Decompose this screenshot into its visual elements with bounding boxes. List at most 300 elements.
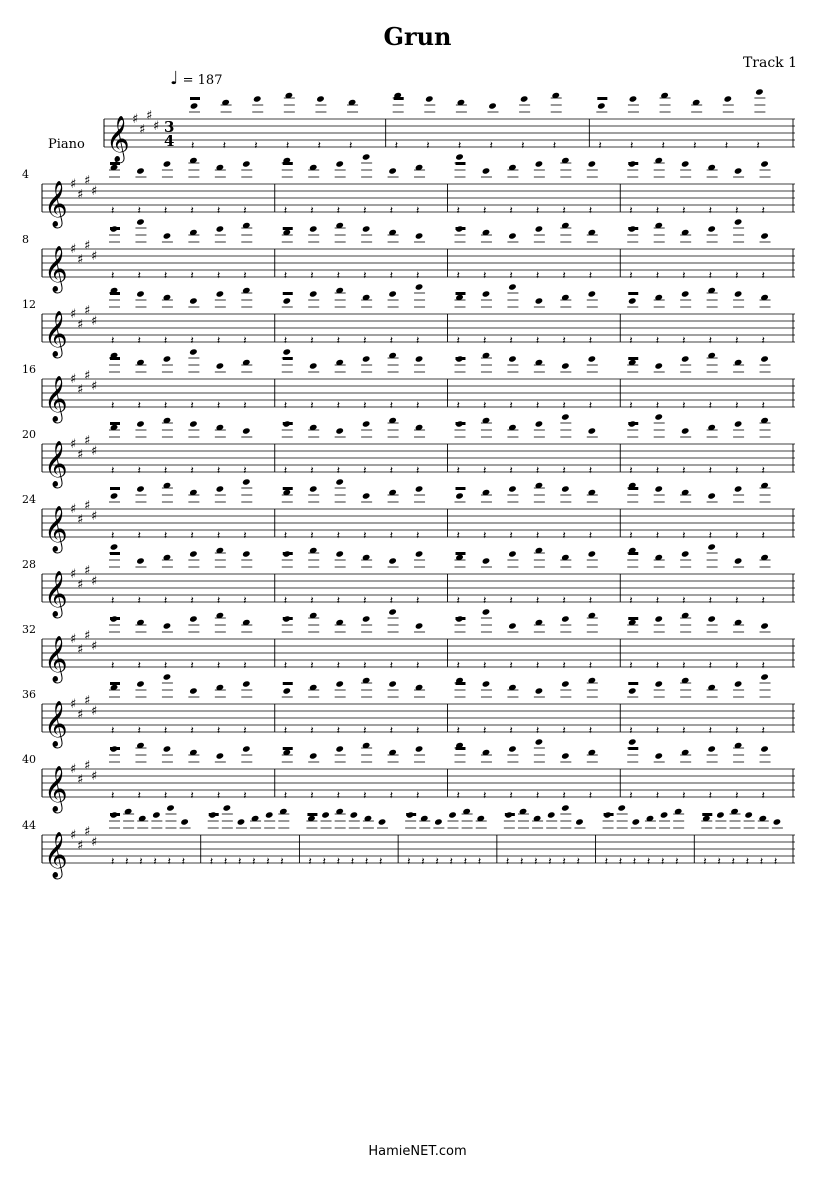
measure-number: 4 [22,168,29,181]
note-head [508,284,517,291]
rest-symbol: 𝄽 [489,139,493,152]
rest-symbol [597,97,607,100]
key-signature-sharp: ♯ [70,502,77,517]
key-signature-sharp: ♯ [77,642,84,658]
key-signature-sharp: ♯ [70,762,77,777]
time-signature-numerator: 3 [164,118,175,136]
rest-symbol: 𝄽 [416,464,420,477]
note-head [535,687,544,694]
rest-symbol: 𝄽 [509,724,513,737]
key-signature-sharp: ♯ [91,769,98,784]
rest-symbol: 𝄽 [655,334,660,347]
rest-symbol: 𝄽 [222,139,226,152]
rest-symbol: 𝄽 [682,334,686,347]
rest-symbol: 𝄽 [137,789,141,802]
note-head [760,674,769,681]
rest-symbol: 𝄽 [216,789,221,802]
key-signature-sharp: ♯ [139,122,146,138]
rest-symbol: 𝄽 [111,269,115,282]
rest-symbol: 𝄽 [363,594,367,607]
rest-symbol: 𝄽 [708,529,712,542]
note-head [309,290,318,297]
note-head [628,739,637,746]
note-head [508,485,517,492]
rest-symbol: 𝄽 [310,399,314,412]
note-head [588,427,597,434]
rest-symbol: 𝄽 [389,659,393,672]
rest-symbol: 𝄽 [509,204,513,217]
rest-symbol: 𝄽 [163,789,168,802]
rest-symbol: 𝄽 [548,855,552,868]
note-head [309,225,318,232]
rest-symbol: 𝄽 [535,529,540,542]
rest-symbol: 𝄽 [243,269,247,282]
rest-symbol: 𝄽 [363,659,367,672]
note-head [760,355,769,362]
rest-symbol: 𝄽 [310,594,314,607]
note-head [660,811,669,818]
rest-symbol [307,813,317,816]
note-head [575,818,584,825]
rest-symbol: 𝄽 [509,594,513,607]
rest-symbol: 𝄽 [708,204,712,217]
treble-clef-icon: 𝄞 [44,766,68,812]
rest-symbol: 𝄽 [243,659,247,672]
rest-symbol: 𝄽 [588,594,593,607]
rest-symbol: 𝄽 [588,724,593,737]
rest-symbol: 𝄽 [655,659,660,672]
note-head [189,687,198,694]
note-head [242,680,251,687]
rest-symbol [628,292,638,295]
rest-symbol: 𝄽 [562,204,566,217]
note-head [561,680,570,687]
rest-symbol: 𝄽 [111,334,115,347]
rest-symbol: 𝄽 [655,529,660,542]
rest-symbol: 𝄽 [724,139,729,152]
rest-symbol: 𝄽 [416,334,420,347]
rest-symbol: 𝄽 [761,269,765,282]
rest-symbol: 𝄽 [389,789,393,802]
key-signature-sharp: ♯ [153,119,160,134]
rest-symbol: 𝄽 [456,724,460,737]
rest-symbol: 𝄽 [629,399,633,412]
rest-symbol: 𝄽 [482,594,487,607]
rest-symbol [283,357,293,360]
note-head [388,290,397,297]
rest-symbol: 𝄽 [363,529,367,542]
rest-symbol: 𝄽 [363,399,367,412]
measure-number: 24 [22,493,36,506]
key-signature-sharp: ♯ [70,437,77,452]
key-signature-sharp: ♯ [70,307,77,322]
note-head [110,544,119,551]
rest-symbol: 𝄽 [535,464,540,477]
rest-symbol: 𝄽 [456,399,460,412]
rest-symbol: 𝄽 [310,269,314,282]
note-head [406,811,415,818]
note-head [628,225,637,232]
rest-symbol: 𝄽 [163,334,168,347]
rest-symbol: 𝄽 [588,464,593,477]
rest-symbol: 𝄽 [562,724,566,737]
rest-symbol: 𝄽 [535,269,540,282]
note-head [362,355,371,362]
note-head [561,362,570,369]
rest-symbol: 𝄽 [137,334,141,347]
note-head [681,290,690,297]
measure-number: 40 [22,753,36,766]
rest-symbol: 𝄽 [682,594,686,607]
quarter-note-icon: ♩ [170,68,179,89]
key-signature-sharp: ♯ [84,563,91,579]
rest-symbol: 𝄽 [283,724,288,737]
note-head [362,615,371,622]
note-head [535,739,544,746]
rest-symbol: 𝄽 [629,529,633,542]
note-head [223,805,232,812]
note-head [415,485,424,492]
key-signature-sharp: ♯ [91,314,98,329]
rest-symbol [110,552,120,555]
rest-symbol: 𝄽 [761,594,765,607]
rest-symbol: 𝄽 [449,855,453,868]
rest-symbol: 𝄽 [761,659,765,672]
treble-clef-icon: 𝄞 [44,181,68,227]
note-head [242,550,251,557]
rest-symbol: 𝄽 [703,855,707,868]
key-signature-sharp: ♯ [70,177,77,192]
rest-symbol: 𝄽 [576,855,580,868]
rest-symbol: 𝄽 [283,269,288,282]
note-head [508,355,517,362]
note-head [163,355,172,362]
measure-number: 20 [22,428,36,441]
treble-clef-icon: 𝄞 [44,832,68,878]
key-signature-sharp: ♯ [91,509,98,524]
note-head [547,811,556,818]
note-head [136,485,145,492]
rest-symbol: 𝄽 [509,789,513,802]
rest-symbol: 𝄽 [310,334,314,347]
rest-symbol: 𝄽 [588,659,593,672]
rest-symbol: 𝄽 [693,139,697,152]
note-head [773,818,782,825]
rest-symbol: 𝄽 [629,659,633,672]
rest-symbol: 𝄽 [629,594,633,607]
rest-symbol: 𝄽 [167,855,171,868]
rest-symbol: 𝄽 [336,594,341,607]
rest-symbol: 𝄽 [682,269,686,282]
treble-clef-icon: 𝄞 [44,636,68,682]
rest-symbol: 𝄽 [237,855,242,868]
rest-symbol: 𝄽 [190,594,194,607]
rest-symbol: 𝄽 [761,334,765,347]
key-signature-sharp: ♯ [91,249,98,264]
rest-symbol: 𝄽 [111,529,115,542]
key-signature-sharp: ♯ [84,693,91,709]
rest-symbol: 𝄽 [521,139,525,152]
note-head [335,745,344,752]
rest-symbol: 𝄽 [111,789,115,802]
note-head [520,95,529,102]
note-head [561,805,570,812]
rest-symbol: 𝄽 [456,204,460,217]
note-head [707,225,716,232]
note-head [760,232,769,239]
key-signature-sharp: ♯ [84,433,91,449]
rest-symbol: 𝄽 [708,659,712,672]
rest-symbol: 𝄽 [243,724,247,737]
note-head [242,427,251,434]
rest-symbol: 𝄽 [421,855,425,868]
note-head [760,160,769,167]
note-head [208,811,217,818]
rest-symbol: 𝄽 [416,789,420,802]
note-head [588,290,597,297]
rest-symbol: 𝄽 [137,399,141,412]
rest-symbol: 𝄽 [682,529,686,542]
key-signature-sharp: ♯ [91,444,98,459]
note-head [216,752,225,759]
rest-symbol: 𝄽 [216,594,221,607]
note-head [415,622,424,629]
rest-symbol: 𝄽 [588,269,593,282]
note-head [681,427,690,434]
rest-symbol [628,682,638,685]
rest-symbol: 𝄽 [310,724,314,737]
measure-number: 28 [22,558,36,571]
key-signature-sharp: ♯ [84,498,91,514]
note-head [654,615,663,622]
note-head [588,550,597,557]
note-head [561,752,570,759]
note-head [350,811,359,818]
note-head [455,492,464,499]
rest-symbol: 𝄽 [137,464,141,477]
rest-symbol: 𝄽 [394,139,399,152]
note-head [378,818,387,825]
note-head [110,615,119,622]
rest-symbol: 𝄽 [646,855,651,868]
rest-symbol: 𝄽 [283,789,288,802]
note-head [136,167,145,174]
note-head [242,745,251,752]
note-head [415,355,424,362]
key-signature-sharp: ♯ [91,639,98,654]
rest-symbol: 𝄽 [456,659,460,672]
rest-symbol [283,682,293,685]
rest-symbol: 𝄽 [588,399,593,412]
rest-symbol: 𝄽 [317,139,321,152]
rest-symbol: 𝄽 [629,789,633,802]
measure-number: 12 [22,298,36,311]
note-head [482,680,491,687]
note-head [415,284,424,291]
rest-symbol: 𝄽 [336,399,341,412]
rest-symbol: 𝄽 [283,594,288,607]
note-head [189,297,198,304]
rest-symbol: 𝄽 [477,855,482,868]
rest-symbol: 𝄽 [283,399,288,412]
rest-symbol: 𝄽 [456,529,460,542]
rest-symbol: 𝄽 [745,855,750,868]
rest-symbol: 𝄽 [482,659,487,672]
note-head [760,745,769,752]
rest-symbol [702,813,712,816]
key-signature-sharp: ♯ [77,187,84,203]
rest-symbol: 𝄽 [283,659,288,672]
note-head [482,167,491,174]
rest-symbol: 𝄽 [336,204,341,217]
rest-symbol: 𝄽 [735,269,739,282]
rest-symbol: 𝄽 [761,464,765,477]
rest-symbol: 𝄽 [216,724,221,737]
rest-symbol [110,682,120,685]
rest-symbol: 𝄽 [310,204,314,217]
rest-symbol: 𝄽 [363,204,367,217]
rest-symbol: 𝄽 [562,269,566,282]
note-head [488,102,497,109]
note-head [362,420,371,427]
rest-symbol: 𝄽 [111,204,115,217]
rest-symbol: 𝄽 [243,789,247,802]
rest-symbol: 𝄽 [363,334,367,347]
rest-symbol: 𝄽 [137,529,141,542]
note-head [508,232,517,239]
rest-symbol: 𝄽 [416,529,420,542]
note-head [482,609,491,616]
key-signature-sharp: ♯ [84,824,91,840]
rest-symbol: 𝄽 [655,204,660,217]
key-signature-sharp: ♯ [70,828,77,843]
rest-symbol: 𝄽 [181,855,185,868]
rest-symbol [283,487,293,490]
treble-clef-icon: 𝄞 [106,116,130,162]
track-label: Track 1 [742,55,797,71]
rest-symbol: 𝄽 [389,204,393,217]
note-head [628,687,637,694]
note-head [628,420,637,427]
key-signature-sharp: ♯ [70,697,77,712]
rest-symbol: 𝄽 [682,464,686,477]
rest-symbol: 𝄽 [509,529,513,542]
rest-symbol: 𝄽 [111,855,115,868]
rest-symbol: 𝄽 [163,269,168,282]
rest-symbol: 𝄽 [655,464,660,477]
rest-symbol: 𝄽 [655,594,660,607]
note-head [707,544,716,551]
rest-symbol: 𝄽 [243,204,247,217]
note-head [508,550,517,557]
rest-symbol: 𝄽 [604,855,608,868]
note-head [597,102,606,109]
rest-symbol: 𝄽 [562,594,566,607]
rest-symbol: 𝄽 [509,659,513,672]
rest-symbol: 𝄽 [111,659,115,672]
rest-symbol: 𝄽 [731,855,735,868]
note-head [110,811,119,818]
rest-symbol: 𝄽 [552,139,557,152]
rest-symbol: 𝄽 [216,529,221,542]
rest-symbol: 𝄽 [310,529,314,542]
rest-symbol [456,162,466,165]
rest-symbol: 𝄽 [708,594,712,607]
rest-symbol: 𝄽 [363,269,367,282]
rest-symbol [456,292,466,295]
measure-number: 44 [22,819,36,832]
rest-symbol: 𝄽 [735,594,739,607]
rest-symbol: 𝄽 [216,334,221,347]
rest-symbol: 𝄽 [629,724,633,737]
rest-symbol: 𝄽 [629,204,633,217]
key-signature-sharp: ♯ [91,184,98,199]
note-head [163,745,172,752]
key-signature-sharp: ♯ [70,567,77,582]
rest-symbol: 𝄽 [562,529,566,542]
rest-symbol: 𝄽 [456,789,460,802]
rest-symbol: 𝄽 [655,789,660,802]
note-head [110,225,119,232]
rest-symbol: 𝄽 [629,464,633,477]
rest-symbol: 𝄽 [756,139,760,152]
rest-symbol: 𝄽 [682,659,686,672]
staff-system [0,805,835,915]
note-head [734,485,743,492]
key-signature-sharp: ♯ [77,512,84,528]
note-head [535,297,544,304]
rest-symbol: 𝄽 [163,204,168,217]
note-head [136,557,145,564]
rest-symbol: 𝄽 [735,464,739,477]
rest-symbol [628,357,638,360]
note-head [561,414,570,421]
rest-symbol: 𝄽 [735,334,739,347]
rest-symbol: 𝄽 [535,594,540,607]
rest-symbol: 𝄽 [243,334,247,347]
note-head [508,622,517,629]
rest-symbol: 𝄽 [336,855,341,868]
rest-symbol: 𝄽 [389,334,393,347]
tempo-marking [170,68,222,89]
rest-symbol: 𝄽 [682,789,686,802]
rest-symbol: 𝄽 [389,594,393,607]
rest-symbol: 𝄽 [252,855,256,868]
note-head [415,745,424,752]
rest-symbol: 𝄽 [708,789,712,802]
rest-symbol: 𝄽 [761,529,765,542]
key-signature-sharp: ♯ [84,173,91,189]
rest-symbol: 𝄽 [682,724,686,737]
rest-symbol: 𝄽 [190,334,194,347]
rest-symbol: 𝄽 [535,724,540,737]
key-signature-sharp: ♯ [91,379,98,394]
rest-symbol: 𝄽 [629,334,633,347]
note-head [388,609,397,616]
rest-symbol: 𝄽 [216,464,221,477]
key-signature-sharp: ♯ [70,372,77,387]
rest-symbol: 𝄽 [482,204,487,217]
rest-symbol: 𝄽 [562,334,566,347]
key-signature-sharp: ♯ [77,707,84,723]
rest-symbol: 𝄽 [773,855,778,868]
rest-symbol: 𝄽 [456,334,460,347]
rest-symbol: 𝄽 [457,139,462,152]
rest-symbol [110,487,120,490]
rest-symbol: 𝄽 [416,724,420,737]
note-head [505,811,514,818]
rest-symbol: 𝄽 [761,724,765,737]
